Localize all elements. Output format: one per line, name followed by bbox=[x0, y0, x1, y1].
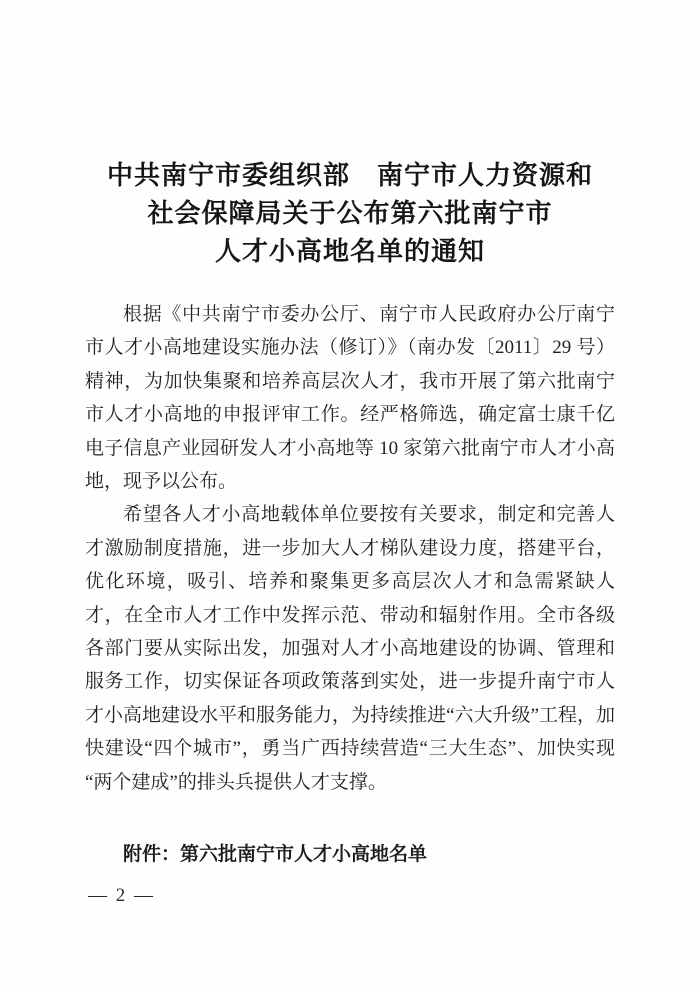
attachment-line: 附件：第六批南宁市人才小高地名单 bbox=[123, 844, 428, 866]
page-number: — 2 — bbox=[88, 885, 155, 906]
document-title bbox=[60, 156, 640, 270]
title-line-3: 人才小高地名单的通知 bbox=[214, 236, 485, 266]
title-line-1: 中共南宁市委组织部 南宁市人力资源和 bbox=[106, 160, 593, 190]
paragraph-expectations: 希望各人才小高地载体单位要按有关要求，制定和完善人才激励制度措施，进一步加大人才梯队建设力度，搭建平台，优化环境，吸引、培养和聚集更多高层次人才和急需紧缺人才，在全市人才工作中发挥示范、带动和辐射作用。全市各级各部门要从实际出发，加强对人才小高地建设的协调、管理和服务工作，切实保证各项政策落到实处，进一步提升南宁市人才小高地建设水平和服务能力，为持续推进“六大升级”工程，加快建设“四个城市”，勇当广西持续营造“三大生态”、加快实现“两个建成”的排头兵提供人才支撑。 bbox=[85, 504, 615, 793]
paragraph-basis: 根据《中共南宁市委办公厅、南宁市人民政府办公厅南宁市人才小高地建设实施办法（修订）》（南办发〔2011〕29 号）精神，为加快集聚和培养高层次人才，我市开展了第六批南宁市人才小高地的申报评审工作。经严格筛选，确定富士康千亿电子信息产业园研发人才小高地等 10 家第六批南宁市人才小高地，现予以公布。 bbox=[85, 304, 615, 493]
document-body bbox=[85, 298, 615, 872]
title-line-2: 社会保障局关于公布第六批南宁市 bbox=[147, 198, 553, 228]
